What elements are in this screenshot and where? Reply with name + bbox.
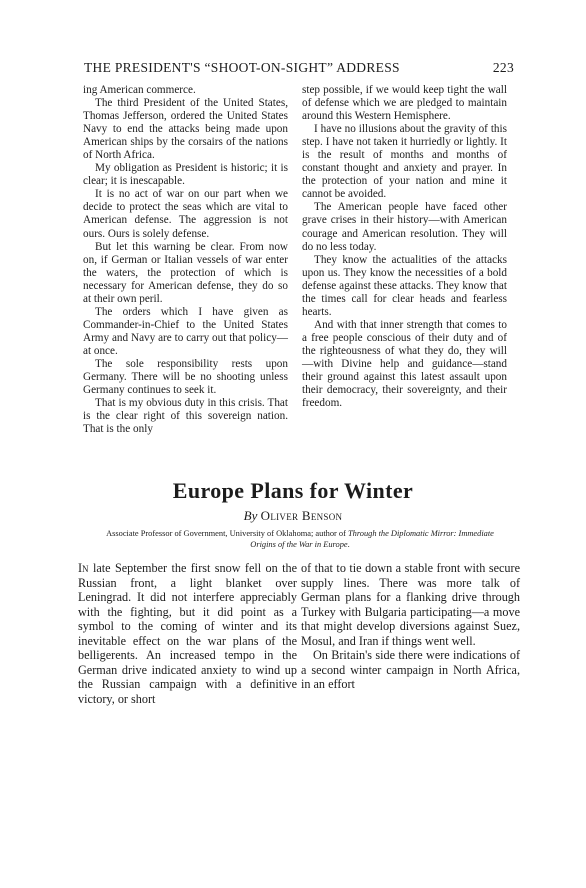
page-number: 223	[492, 60, 514, 75]
speech-paragraph: The third President of the United States, Thomas Jefferson, ordered the United States Navy to end the attacks being made upon American ships by the corsairs of the nations of North Africa.	[83, 97, 288, 162]
article-paragraph-text: late September the first snow fell on the Russian front, a light blanket over Leningrad. It did not interfere appreciably with the fighting, but it did point as a symbol to the coming of winter and its inevitable effect on the war plans of the belligerents. An increased tempo in the German drive indicated anxiety to wind up the Russian campaign with a definitive victory, or short	[78, 561, 298, 706]
article-paragraph: On Britain's side there were indications of a second winter campaign in North Africa, in an effort	[301, 648, 520, 691]
affiliation-book-title: Through the Diplomatic Mirror: Immediate Origins of the War in Europe	[250, 529, 494, 549]
speech-right-column	[302, 84, 507, 410]
running-header	[84, 60, 514, 80]
speech-paragraph: I have no illusions about the gravity of this step. I have not taken it hurriedly or lightly. It is the result of months and months of constant thought and anxiety and prayer. In the protection of your nation and mine it cannot be avoided.	[302, 123, 507, 201]
affiliation-end: .	[347, 540, 350, 549]
byline	[0, 508, 586, 524]
speech-paragraph: And with that inner strength that comes to a free people conscious of their duty and of the righteousness of what they do, they will—with Divine help and guidance—stand their ground against this latest assault upon their democracy, their sovereignty, and their freedom.	[302, 318, 507, 410]
speech-paragraph: That is my obvious duty in this crisis. That is the clear right of this sovereign nation. That is the only	[83, 397, 288, 436]
author-name: Oliver Benson	[260, 508, 343, 523]
byline-prefix: By	[243, 508, 258, 523]
speech-paragraph: The sole responsibility rests upon Germany. There will be no shooting unless Germany continues to seek it.	[83, 357, 288, 397]
speech-paragraph: step possible, if we would keep tight the wall of defense which we are pledged to maintain around this Western Hemisphere.	[302, 84, 507, 123]
speech-paragraph: They know the actualities of the attacks upon us. They know the necessities of a bold defense against these attacks. They know that the times call for clear heads and fearless hearts.	[302, 253, 507, 318]
speech-paragraph: My obligation as President is historic; it is clear; it is inescapable.	[83, 162, 288, 188]
author-affiliation	[100, 528, 500, 550]
article-paragraph	[78, 561, 297, 706]
speech-left-column	[83, 84, 288, 436]
header-title: THE PRESIDENT'S “SHOOT-ON-SIGHT” ADDRESS	[84, 60, 400, 75]
article-title: Europe Plans for Winter	[172, 478, 414, 503]
speech-paragraph: The American people have faced other grave crises in their history—with American courage and American resolution. They will do no less today.	[302, 201, 507, 253]
lead-in: In	[78, 561, 89, 575]
speech-paragraph: But let this warning be clear. From now on, if German or Italian vessels of war enter the waters, the protection of which is necessary for American defense, they do so at their own peril.	[83, 240, 288, 305]
article-right-column	[301, 561, 520, 692]
article-paragraph: of that to tie down a stable front with secure supply lines. There was more talk of German plans for a flanking drive through Turkey with Bulgaria participating—a move that might develop diversions against Suez, Mosul, and Iran if things went well.	[301, 561, 520, 648]
speech-paragraph: The orders which I have given as Commander-in-Chief to the United States Army and Navy are to carry out that policy—at once.	[83, 305, 288, 357]
speech-paragraph: ing American commerce.	[83, 84, 196, 96]
speech-paragraph: It is no act of war on our part when we decide to protect the seas which are vital to American defense. The aggression is not ours. Ours is solely defense.	[83, 188, 288, 240]
affiliation-text: Associate Professor of Government, University of Oklahoma; author of	[106, 529, 346, 538]
article-left-column	[78, 561, 297, 706]
